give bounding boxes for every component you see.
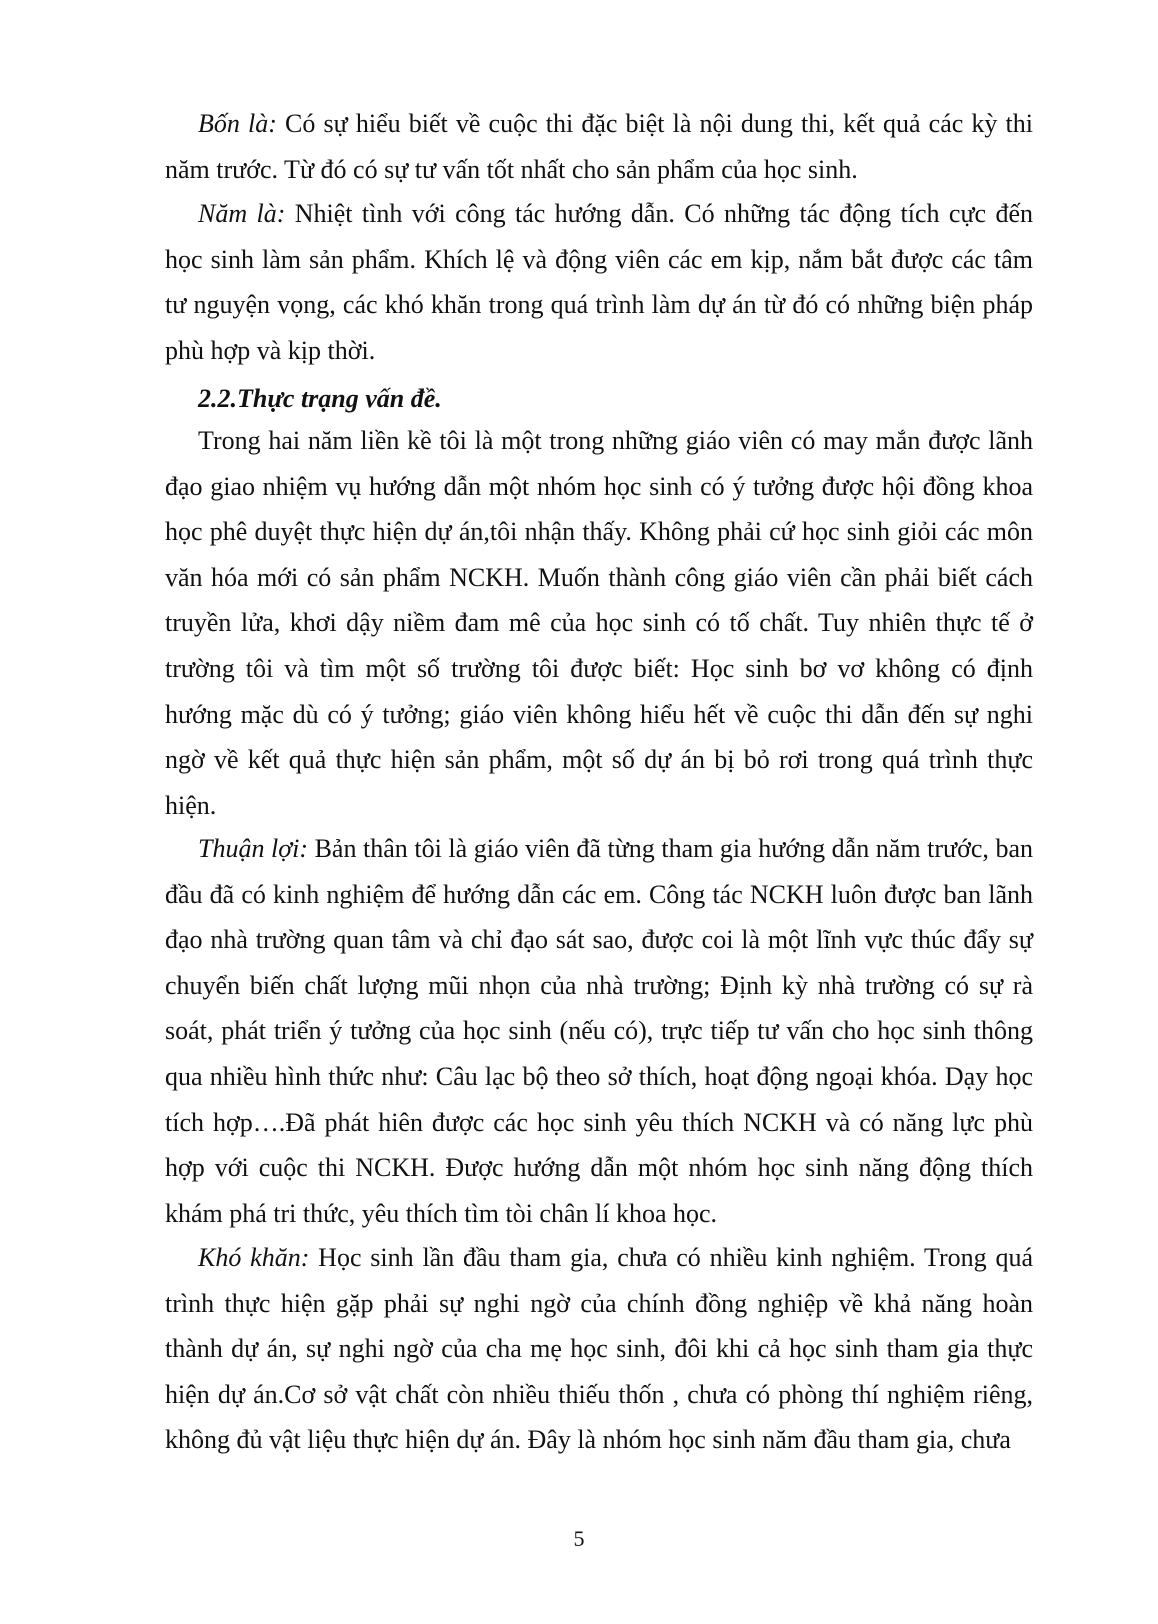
paragraph-label: Thuận lợi: [198, 834, 309, 863]
paragraph-label: Năm là: [198, 199, 286, 228]
paragraph-nam-la [165, 191, 1033, 373]
paragraph-text: Bản thân tôi là giáo viên đã từng tham gia hướng dẫn năm trước, ban đầu đã có kinh nghiệm để hướng dẫn các em. Công tác NCKH luôn được ban lãnh đạo nhà trường quan tâm và chỉ đạo sát sao, được coi là một lĩnh vực thúc đẩy sự chuyển biến chất lượng mũi nhọn của nhà trường; Định kỳ nhà trường có sự rà soát, phát triển ý tưởng của học sinh (nếu có), trực tiếp tư vấn cho học sinh thông qua nhiều hình thức như: Câu lạc bộ theo sở thích, hoạt động ngoại khóa. Dạy học tích hợp….Đã phát hiên được các học sinh yêu thích NCKH và có năng lực phù hợp với cuộc thi NCKH. Được hướng dẫn một nhóm học sinh năng động thích khám phá tri thức, yêu thích tìm tòi chân lí khoa học. [165, 834, 1033, 1228]
paragraph-bon-la [165, 101, 1033, 192]
paragraph-thuc-trang [165, 418, 1033, 828]
paragraph-thuan-loi [165, 826, 1033, 1236]
paragraph-text: Trong hai năm liền kề tôi là một trong những giáo viên có may mắn được lãnh đạo giao nhiệm vụ hướng dẫn một nhóm học sinh có ý tưởng được hội đồng khoa học phê duyệt thực hiện dự án,tôi nhận thấy. Không phải cứ học sinh giỏi các môn văn hóa mới có sản phẩm NCKH. Muốn thành công giáo viên cần phải biết cách truyền lửa, khơi dậy niềm đam mê của học sinh có tố chất. Tuy nhiên thực tế ở trường tôi và tìm một số trường tôi được biết: Học sinh bơ vơ không có định hướng mặc dù có ý tưởng; giáo viên không hiểu hết về cuộc thi dẫn đến sự nghi ngờ về kết quả thực hiện sản phẩm, một số dự án bị bỏ rơi trong quá trình thực hiện. [165, 426, 1033, 820]
page-number: 5 [573, 1526, 585, 1551]
paragraph-kho-khan [165, 1235, 1033, 1463]
section-heading: 2.2.Thực trạng vấn đề. [198, 384, 442, 413]
paragraph-text: Có sự hiểu biết về cuộc thi đặc biệt là nội dung thi, kết quả các kỳ thi năm trước. Từ đó có sự tư vấn tốt nhất cho sản phẩm của học sinh. [165, 109, 1034, 184]
paragraph-text: Nhiệt tình với công tác hướng dẫn. Có những tác động tích cực đến học sinh làm sản phẩm. Khích lệ và động viên các em kịp, nắm bắt được các tâm tư nguyện vọng, các khó khăn trong quá trình làm dự án từ đó có những biện pháp phù hợp và kịp thời. [165, 199, 1033, 365]
paragraph-label: Khó khăn: [198, 1243, 310, 1272]
paragraph-text: Học sinh lần đầu tham gia, chưa có nhiều kinh nghiệm. Trong quá trình thực hiện gặp phải sự nghi ngờ của chính đồng nghiệp về khả năng hoàn thành dự án, sự nghi ngờ của cha mẹ học sinh, đôi khi cả học sinh tham gia thực hiện dự án.Cơ sở vật chất còn nhiều thiếu thốn , chưa có phòng thí nghiệm riêng, không đủ vật liệu thực hiện dự án. Đây là nhóm học sinh năm đầu tham gia, chưa [165, 1243, 1033, 1455]
paragraph-label: Bốn là: [198, 109, 277, 138]
